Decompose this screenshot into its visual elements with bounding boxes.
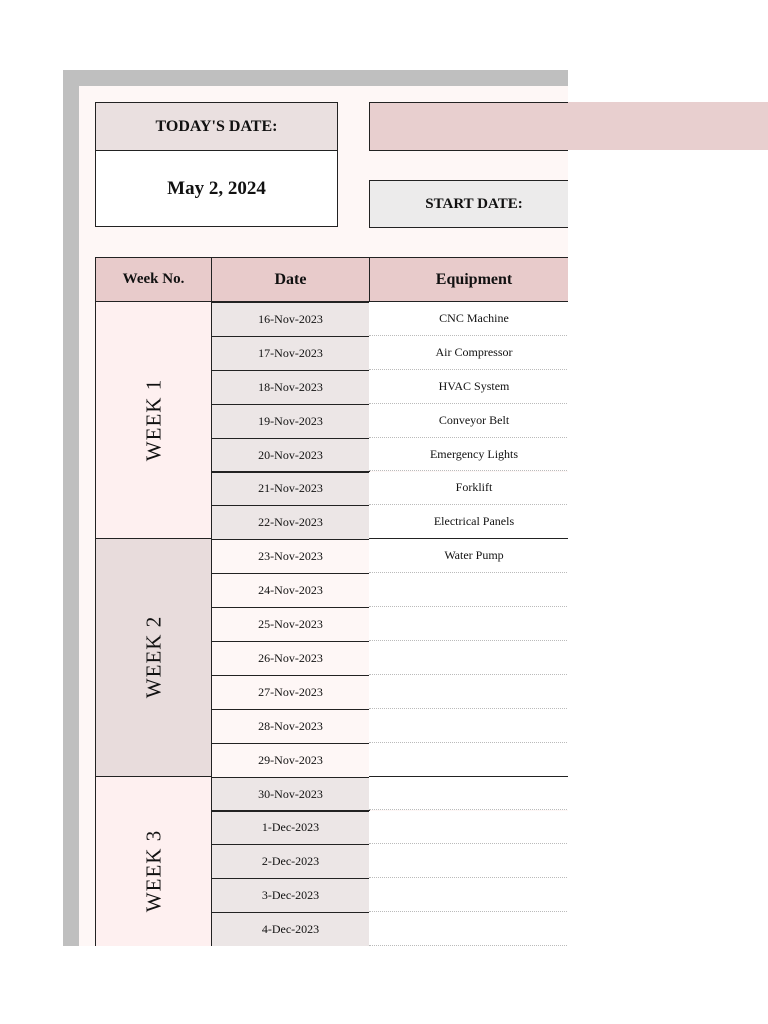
column-header-equipment: Equipment (369, 257, 568, 302)
header-highlight-bar (568, 102, 768, 150)
equipment-cell[interactable]: Forklift (369, 472, 568, 506)
equipment-cell[interactable] (369, 912, 568, 946)
date-cell[interactable]: 25-Nov-2023 (211, 607, 370, 642)
todays-date-value[interactable]: May 2, 2024 (95, 150, 338, 227)
date-cell[interactable]: 29-Nov-2023 (211, 743, 370, 778)
equipment-cell[interactable] (369, 573, 568, 607)
spreadsheet-page (79, 86, 568, 946)
date-cell[interactable]: 4-Dec-2023 (211, 912, 370, 946)
date-cell[interactable]: 19-Nov-2023 (211, 404, 370, 439)
equipment-cell[interactable] (369, 743, 568, 777)
week-block (95, 302, 212, 539)
date-cell[interactable]: 1-Dec-2023 (211, 811, 370, 846)
equipment-cell[interactable] (369, 878, 568, 912)
equipment-cell[interactable] (369, 777, 568, 811)
start-date-label: START DATE: (369, 180, 568, 228)
date-cell[interactable]: 16-Nov-2023 (211, 302, 370, 337)
week-label: WEEK 3 (141, 829, 165, 913)
week-label: WEEK 1 (141, 378, 165, 462)
date-cell[interactable]: 26-Nov-2023 (211, 641, 370, 676)
date-cell[interactable]: 20-Nov-2023 (211, 438, 370, 473)
equipment-cell[interactable] (369, 641, 568, 675)
column-header-week: Week No. (95, 257, 212, 302)
equipment-cell[interactable] (369, 811, 568, 845)
equipment-cell[interactable]: Water Pump (369, 539, 568, 573)
week-label: WEEK 2 (141, 616, 165, 699)
date-cell[interactable]: 30-Nov-2023 (211, 777, 370, 812)
equipment-cell[interactable]: CNC Machine (369, 302, 568, 336)
equipment-cell[interactable]: Conveyor Belt (369, 404, 568, 438)
equipment-cell[interactable] (369, 607, 568, 641)
date-cell[interactable]: 17-Nov-2023 (211, 336, 370, 371)
equipment-cell[interactable] (369, 675, 568, 709)
equipment-cell[interactable]: Electrical Panels (369, 505, 568, 539)
header-pink-field[interactable] (369, 102, 568, 151)
todays-date-label: TODAY'S DATE: (95, 102, 338, 151)
column-header-date: Date (211, 257, 370, 302)
equipment-cell[interactable]: Air Compressor (369, 336, 568, 370)
date-cell[interactable]: 3-Dec-2023 (211, 878, 370, 913)
equipment-cell[interactable] (369, 844, 568, 878)
date-cell[interactable]: 2-Dec-2023 (211, 844, 370, 879)
date-cell[interactable]: 27-Nov-2023 (211, 675, 370, 710)
date-cell[interactable]: 22-Nov-2023 (211, 505, 370, 540)
date-cell[interactable]: 21-Nov-2023 (211, 472, 370, 507)
week-block (95, 777, 212, 946)
date-cell[interactable]: 18-Nov-2023 (211, 370, 370, 405)
date-cell[interactable]: 28-Nov-2023 (211, 709, 370, 744)
date-cell[interactable]: 24-Nov-2023 (211, 573, 370, 608)
date-cell[interactable]: 23-Nov-2023 (211, 539, 370, 574)
equipment-cell[interactable] (369, 709, 568, 743)
equipment-cell[interactable]: Emergency Lights (369, 438, 568, 472)
week-block (95, 539, 212, 776)
equipment-cell[interactable]: HVAC System (369, 370, 568, 404)
